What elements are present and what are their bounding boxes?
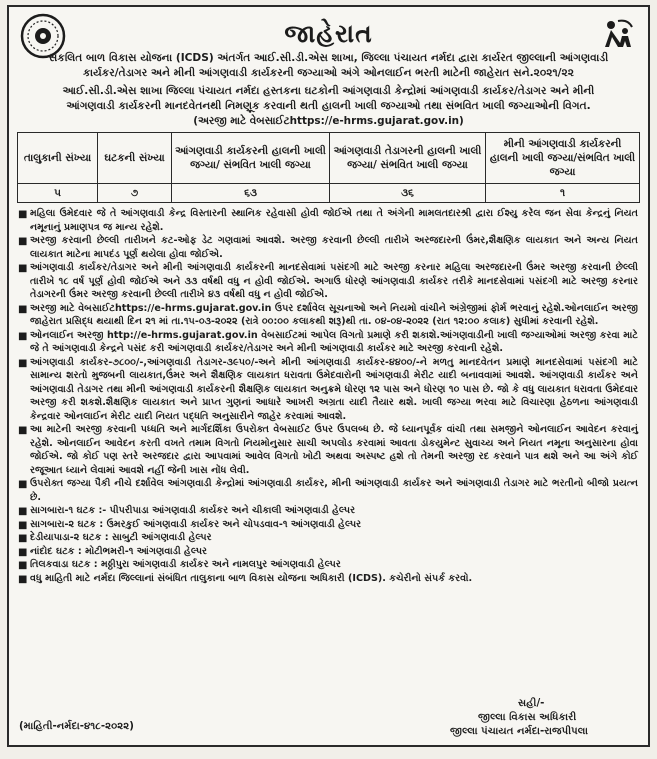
header-mini-worker-vacancy: મીની આંગણવાડી કાર્યકરની હાલની ખાલી જગ્યા/સંભવિત ખાલી જગ્યા <box>486 133 640 184</box>
subtitle-line-1: સંકલિત બાળ વિકાસ યોજના (ICDS) અંતર્ગત આઈ.સી.ડી.એસ શાખા, જિલ્લા પંચાયત નર્મદા દ્વારા કાર્યરત જીલ્લાની આંગણવાડી <box>48 52 609 64</box>
list-item: ■ નાંદોદ ઘટક : મોટીભમરી-૧ આંગણવાડી હેલ્પર <box>18 545 208 558</box>
square-bullet-icon: ■ <box>18 263 28 274</box>
instruction-list <box>9 207 648 585</box>
table-row <box>18 184 640 203</box>
vacancy-table <box>17 132 640 203</box>
list-item: ■ સાગબારા-૧ ઘટક :- પીપરીપાડા આંગણવાડી કાર્યકર અને ચીકાલી આંગણવાડી હેલ્પર <box>18 505 356 517</box>
header-taluka-count: તાલુકાની સંખ્યા <box>18 133 98 184</box>
list-item: ■ ઓનલાઈન અરજી http://e-hrms.gujarat.gov.in વેબસાઈટમાં આપેલ વિગતો પ્રમાણે કરી શકાશે.આંગણવાડીની ખાલી જગ્યાઓમાં અરજી કરવા માટે જે તે આંગણવાડી કેન્દ્રને પસંદ કરી આંગણવાડી કાર્યકર/તેડાગર અને મીની આંગણવાડી કાર્યકર માટે અરજી કરવાની રહેશે. <box>18 329 638 354</box>
cell-taluka-count: ૫ <box>18 184 98 203</box>
square-bullet-icon: ■ <box>18 236 28 247</box>
square-bullet-icon: ■ <box>18 357 28 369</box>
square-bullet-icon: ■ <box>18 506 28 517</box>
cell-worker-vacancy: ૬૩ <box>172 184 330 203</box>
footer <box>9 697 648 739</box>
signatory-title: જીલ્લા વિકાસ અધિકારી <box>478 712 577 723</box>
signature-block <box>450 697 588 739</box>
square-bullet-icon: ■ <box>18 479 28 490</box>
cell-helper-vacancy: ૩૬ <box>330 184 486 203</box>
subtitle-line-2: કાર્યકર/તેડાગર અને મીની આંગણવાડી કાર્યકરની જગ્યાઓ અંગે ઓનલાઈન ભરતી માટેની જાહેરાત સને.૨૦૨૧/૨૨ <box>83 67 574 79</box>
list-item: ■ મહિલા ઉમેદવાર જે તે આંગણવાડી કેન્દ્ર વિસ્તારની સ્થાનિક રહેવાસી હોવી જોઈએ તથા તે અંગેની મામલતદારશ્રી દ્વારા ઈશ્યુ કરેલ જન સેવા કેન્દ્રનું નિયત નમૂનાનું પ્રમાણપત્ર જ માન્ય રહેશે. <box>18 208 638 233</box>
signatory-office: જીલ્લા પંચાયત નર્મદા-રાજપીપલા <box>450 726 588 737</box>
header-ghatak-count: ઘટકની સંખ્યા <box>98 133 172 184</box>
square-bullet-icon: ■ <box>18 546 28 558</box>
square-bullet-icon: ■ <box>18 560 28 571</box>
cell-ghatak-count: ૭ <box>98 184 172 203</box>
intro-line-1: આઈ.સી.ડી.એસ શાખા જિલ્લા પંચાયત નર્મદા હસ્તકના ઘટકોની આંગણવાડી કેન્દ્રોમાં આંગણવાડી કાર્યકર/તેડાગર અને મીની <box>62 85 595 97</box>
list-item: ■ અરજી માટે વેબસાઈટhttps://e-hrms.gujarat.gov.in ઉપર દર્શાવેલ સૂચનાઓ અને નિયમો વાંચીને અંગ્રેજીમાં ફોર્મ ભરવાનું રહેશે.ઓનલાઈન અરજી જાહેરાત પ્રસિદ્ધ થયાથી દિન ૨૧ માં તા.૧૫-૦૩-૨૦૨૨ (રાત્રે ૦૦:૦૦ કલાકથી શરૂ)થી તા. ૦૪-૦૪-૨૦૨૨ (રાત ૧૨:૦૦ કલાક) સુધીમાં કરવાની રહેશે. <box>18 302 638 327</box>
square-bullet-icon: ■ <box>18 573 28 585</box>
list-item: ■ વધુ માહિતી માટે નર્મદા જિલ્લાનાં સંબંધિત તાલુકાના બાળ વિકાસ યોજના અધિકારી (ICDS). કચેરીનો સંપર્ક કરવો. <box>18 572 473 585</box>
icds-mother-child-icon <box>598 17 636 55</box>
reference-number: (માહિતી-નર્મદા-૪૧૮-૨૦૨૨) <box>19 721 134 732</box>
list-item: ■ સાગબારા-૨ ઘટક : ઉમરકુઈ આંગણવાડી કાર્યકર અને ચોપડવાવ-૧ આંગણવાડી હેલ્પર <box>18 518 362 531</box>
page-title: જાહેરાત <box>284 19 373 48</box>
header-worker-vacancy: આંગણવાડી કાર્યકરની હાલની ખાલી જગ્યા/ સંભવિત ખાલી જગ્યા <box>172 133 330 184</box>
list-item: ■ આંગણવાડી કાર્યકર-૭૮૦૦/-,આંગણવાડી તેડાગર-૩૯૫૦/-અને મીની આંગણવાડી કાર્યકર-૪૪૦૦/-ને મળતુ માનદવેતન પ્રમાણે માનદસેવામાં પસંદગી માટે સામાન્ય શરતો મુજબની લાયકાત,ઉંમર અને શૈક્ષણિક લાયકાત ધરાવતા ઉમેદવારોની આંગણવાડી મેરીટ યાદી બનાવવામાં આવશે. આંગણવાડી કાર્યકર અને આંગણવાડી તેડાગર તથા મીની આંગણવાડી કાર્યકરની શૈક્ષણિક લાયકાત અનુક્રમે ધોરણ ૧૨ પાસ અને ધોરણ ૧૦ પાસ છે. જો કે વધુ લાયકાત ધરાવતા ઉમેદવાર અરજી કરી શકશે.શૈક્ષણિક લાયકાત અને પ્રાપ્ત ગુણનાં આધારે આખરી અગ્રતા યાદી તૈયાર થશે. ખાલી જગ્યા ભરવા માટે વિચારણા હેઠળના આંગણવાડી કેન્દ્રવાર ઓનલાઈન મેરીટ યાદી નિયત પદ્ધતિ અનુસારીને જાહેર કરવામાં આવશે. <box>18 356 638 422</box>
list-item: ■ દેડીયાપાડા-૨ ઘટક : સાબુટી આંગણવાડી હેલ્પર <box>18 532 212 544</box>
website-line: (અરજી માટે વેબસાઈટhttps://e-hrms.gujarat.gov.in) <box>193 115 464 127</box>
square-bullet-icon: ■ <box>18 533 28 544</box>
signature-mark: સહી/- <box>518 698 545 709</box>
list-item: ■ તિલકવાડા ઘટક : મઠ્ઠીપુરા આંગણવાડી કાર્યકર અને નામલપુર આંગણવાડી હેલ્પર <box>18 559 341 571</box>
cell-mini-worker-vacancy: ૧ <box>486 184 640 203</box>
intro-line-2: આંગણવાડી કાર્યકરની માનદવેતનથી નિમણૂક કરવાની થતી હાલની ખાલી જગ્યાઓ તથા સંભવિત ખાલી જગ્યાઓની વિગત. <box>66 100 591 112</box>
square-bullet-icon: ■ <box>18 425 28 436</box>
list-item: ■ આ માટેની અરજી કરવાની પધ્ધતિ અને માર્ગદર્શિકા ઉપરોક્ત વેબસાઈટ ઉપર ઉપલબ્ધ છે. જે ધ્યાનપૂર્વક વાંચી તથા સમજીને ઓનલાઈન આવેદન કરવાનું રહેશે. ઓનલાઈન આવેદન કરતી વખતે તમામ વિગતો નિયમોનુસાર સાચી અપલોડ કરવામાં આવતા ડોકયુમેન્ટ સુવાચ્ય અને નિયત નમૂના અનુસારના હોવા જોઈએ. જો કોઈ પણ સ્તરે અરજદાર દ્વારા આપવામાં આવેલ વિગતો ખોટી અથવા અસ્પષ્ટ હશે તો તેમની અરજી રદ કરવાને પાત્ર થશે અને આ અંગે કોઈ રજૂઆત ધ્યાને લેવામાં આવશે નહીં જેની ખાસ નોંધ લેવી. <box>18 424 638 476</box>
list-item: ■ આંગણવાડી કાર્યકર/તેડાગર અને મીની આંગણવાડી કાર્યકરની માનદસેવામાં પસંદગી માટે અરજી કરનાર મહિલા અરજદારની ઉંમર અરજી કરવાની છેલ્લી તારીખે ૧૮ વર્ષ પૂર્ણ હોવી જોઈએ અને ૩૩ વર્ષથી વધુ ન હોવી જોઈએ. અગાઉ ધોરણે આંગણવાડી કાર્યકર તરીકે માનદસેવામાં પસંદગી માટે અરજી કરનાર તેડાગરની ઉંમર અરજી કરવાની છેલ્લી તારીખે ૪૩ વર્ષથી વધુ ન હોવી જોઈએ. <box>18 262 638 300</box>
subtitle <box>9 49 648 84</box>
list-item: ■ અરજી કરવાની છેલ્લી તારીખને કટ-ઓફ ડેટ ગણવામાં આવશે. અરજી કરવાની છેલ્લી તારીખે અરજદારની ઉંમર,શૈક્ષણિક લાયકાત અને અન્ય નિયત લાયકાત માટેના માપદંડ પૂર્ણ થયેલા હોવા જોઈએ. <box>18 235 638 260</box>
intro-text <box>9 84 648 114</box>
government-emblem-icon <box>20 13 66 59</box>
list-item: ■ ઉપરોક્ત જગ્યા પૈકી નીચે દર્શાવેલ આંગણવાડી કેન્દ્રોમાં આંગણવાડી કાર્યકર, મીની આંગણવાડી કાર્યકર અને આંગણવાડી તેડાગર માટે ભરતીનો બીજો પ્રયત્ન છે. <box>18 478 638 503</box>
square-bullet-icon: ■ <box>18 519 28 531</box>
square-bullet-icon: ■ <box>18 209 28 220</box>
advertisement-page <box>7 5 650 747</box>
table-header-row <box>18 133 640 184</box>
header-helper-vacancy: આંગણવાડી તેડાગરની હાલની ખાલી જગ્યા/ સંભવિત ખાલી જગ્યા <box>330 133 486 184</box>
square-bullet-icon: ■ <box>18 303 28 315</box>
square-bullet-icon: ■ <box>18 330 28 342</box>
